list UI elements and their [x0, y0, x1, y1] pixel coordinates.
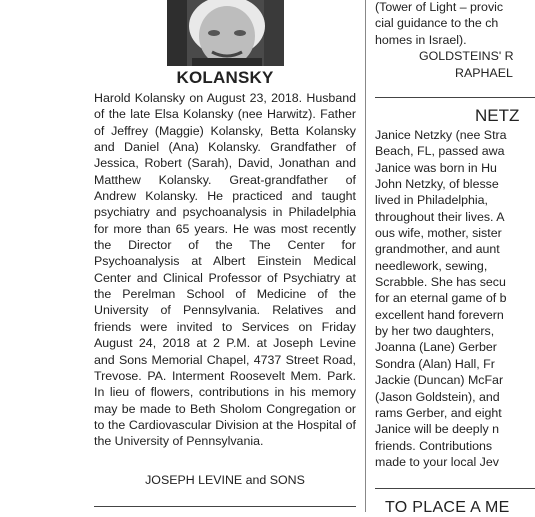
netzky-line: excellent hand forevern [375, 307, 504, 322]
netzky-line: Scrabble. She has secu [375, 275, 506, 290]
netzky-line: throughout their lives. A [375, 209, 505, 224]
right-column [375, 0, 520, 516]
netzky-line: Jackie (Duncan) McFar [375, 373, 504, 388]
portrait-image [167, 0, 284, 66]
prev-obit-line: (Tower of Light – provic [375, 0, 504, 14]
section-divider [375, 97, 535, 98]
netzky-line: Joanna (Lane) Gerber [375, 340, 497, 355]
obituary-body-netzky [375, 127, 525, 470]
netzky-line: for an eternal game of b [375, 291, 507, 306]
netzky-line: lived in Philadelphia, [375, 193, 488, 208]
netzky-line: ous wife, mother, sister [375, 226, 502, 241]
prev-obit-line: cial guidance to the ch [375, 16, 499, 30]
netzky-line: Janice was born in Hu [375, 160, 497, 175]
netzky-line: friends. Contributions [375, 438, 493, 453]
obituary-title-kolansky: KOLANSKY [176, 68, 274, 87]
obituary-title-netzky: NETZ [475, 106, 520, 125]
netzky-line: John Netzky, of blesse [375, 177, 499, 192]
prev-obit-signature: GOLDSTEINS' R [419, 49, 514, 63]
prev-obit-line: homes in Israel). [375, 33, 467, 47]
netzky-line: Beach, FL, passed awa [375, 144, 505, 159]
netzky-line: made to your local Jev [375, 454, 499, 469]
obituary-photo [167, 0, 284, 66]
netzky-line: rams Gerber, and eight [375, 405, 502, 420]
netzky-line: Janice Netzky (nee Stra [375, 128, 507, 142]
prev-obit-signature: RAPHAEL [455, 66, 513, 80]
obituary-signature-kolansky: JOSEPH LEVINE and SONS [145, 473, 305, 487]
netzky-line: needlework, sewing, [375, 258, 488, 273]
netzky-line: Janice will be deeply n [375, 422, 499, 437]
netzky-line: (Jason Goldstein), and [375, 389, 500, 404]
obituary-body-kolansky: Harold Kolansky on August 23, 2018. Husband of the late Elsa Kolansky (nee Harwitz). Father of Jeffrey (Maggie) Kolansky, Betta Kolansky and Daniel (Ana) Kolansky. Grandfather of Jessica, Robert (Sarah), David, Jonathan and Matthew Kolansky. Great-grandfather of Andrew Kolansky. He practiced and taught psychiatry and psychoanalysis in Philadelphia for more than 65 years. He was most recently the Director of the The Center for Psychoanalysis at Albert Einstein Medical Center and Clinical Professor of Psychiatry at the Perelman School of Medicine of the University of Pennsylvania. Relatives and friends were invited to Services on Friday August 24, 2018 at 2 P.M. at Joseph Levine and Sons Memorial Chapel, 4737 Street Road, Trevose. PA. Interment Roosevelt Mem. Park. In lieu of flowers, contributions in his memory may be made to Beth Sholom Congregation or to the Cardiovascular Division at the Hospital of the University of Pennsylvania. [94, 91, 356, 449]
place-ad-heading: TO PLACE A ME [385, 499, 510, 516]
netzky-line: grandmother, and aunt [375, 242, 500, 257]
column-divider [365, 0, 366, 512]
netzky-line: by her two daughters, [375, 324, 495, 339]
netzky-line: Sondra (Alan) Hall, Fr [375, 356, 495, 371]
section-divider [375, 488, 535, 489]
section-divider [94, 506, 356, 507]
